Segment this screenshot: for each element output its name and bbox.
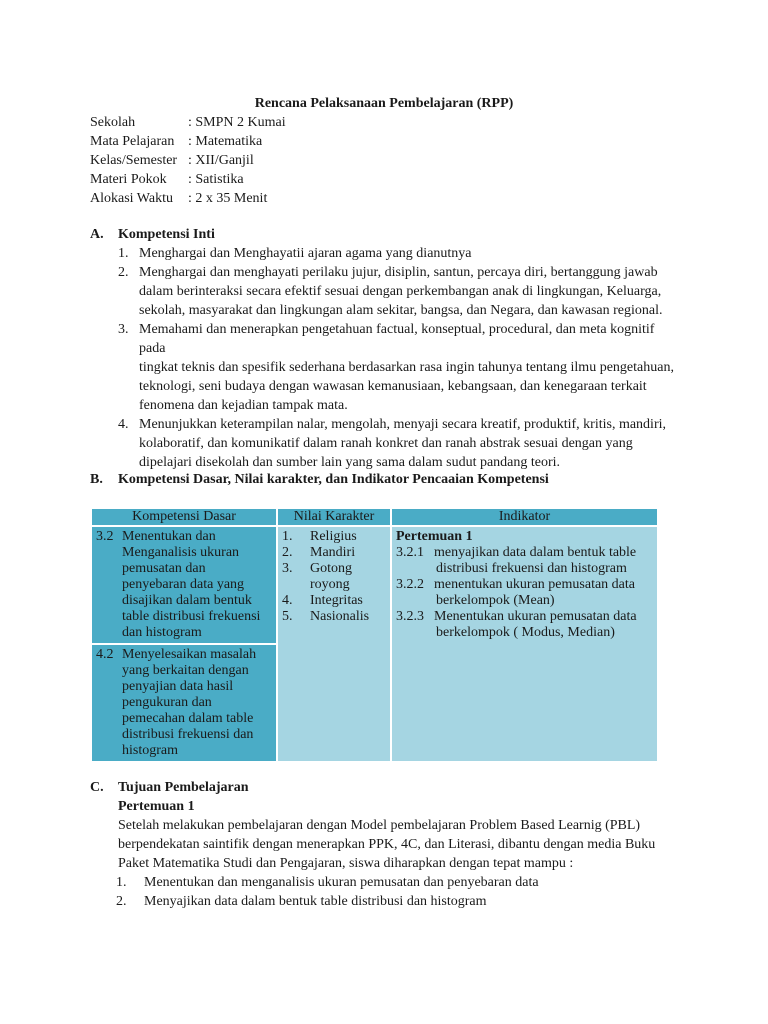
indikator-cell xyxy=(392,527,657,761)
karakter-text: royong xyxy=(310,577,350,592)
section-title: Tujuan Pembelajaran xyxy=(118,780,249,795)
kd-number: 4.2 xyxy=(96,647,114,662)
tujuan-paragraph-line: Paket Matematika Studi dan Pengajaran, siswa diharapkan dengan tepat mampu : xyxy=(118,856,574,871)
list-text: Menyajikan data dalam bentuk table distribusi dan histogram xyxy=(144,894,487,909)
kd-text: disajikan dalam bentuk xyxy=(122,593,252,608)
info-row-sekolah xyxy=(90,113,286,132)
nilai-karakter-cell xyxy=(278,527,390,761)
kd-number: 3.2 xyxy=(96,529,114,544)
karakter-number: 1. xyxy=(282,529,293,544)
kd-text: pemecahan dalam table xyxy=(122,711,254,726)
info-row-materi-pokok xyxy=(90,170,286,189)
list-text: Menentukan dan menganalisis ukuran pemusatan dan penyebaran data xyxy=(144,875,539,890)
list-text: sekolah, masyarakat dan lingkungan alam sekitar, bangsa, dan Negara, dan kawasan regional. xyxy=(139,303,663,318)
section-c-heading xyxy=(90,778,249,797)
list-text: dalam berinteraksi secara efektif sesuai dengan perkembangan anak di lingkungan, Keluarga, xyxy=(139,284,662,299)
kd-text: penyebaran data yang xyxy=(122,577,245,592)
info-row-mata-pelajaran xyxy=(90,132,286,151)
indikator-heading: Pertemuan 1 xyxy=(396,529,473,544)
section-letter: A. xyxy=(90,227,104,242)
tujuan-list xyxy=(116,873,678,911)
karakter-number: 5. xyxy=(282,609,293,624)
section-a-heading xyxy=(90,225,215,244)
info-label: Kelas/Semester xyxy=(90,153,178,168)
kd-cell-3-2 xyxy=(92,527,276,643)
list-text: Menghargai dan Menghayatii ajaran agama yang dianutnya xyxy=(139,246,472,261)
kompetensi-inti-list xyxy=(118,244,678,472)
list-item xyxy=(116,892,678,911)
info-row-kelas-semester xyxy=(90,151,286,170)
info-value: : SMPN 2 Kumai xyxy=(188,115,286,130)
table-row xyxy=(92,527,657,643)
indikator-text: berkelompok (Mean) xyxy=(436,593,555,608)
list-text: Menghargai dan menghayati perilaku jujur, disiplin, santun, percaya diri, bertanggung jawab xyxy=(139,265,658,280)
indikator-number: 3.2.3 xyxy=(396,609,424,624)
info-label: Sekolah xyxy=(90,115,136,130)
karakter-text: Religius xyxy=(310,529,357,544)
karakter-item xyxy=(282,593,386,609)
list-text: fenomena dan kejadian tampak mata. xyxy=(139,398,348,413)
list-text: teknologi, seni budaya dengan wawasan kemanusiaan, kebangsaan, dan kenegaraan terkait xyxy=(139,379,647,394)
list-item xyxy=(116,873,678,892)
karakter-text: Integritas xyxy=(310,593,363,608)
kd-text: Menentukan dan xyxy=(122,529,216,544)
info-value: : Matematika xyxy=(188,134,263,149)
indikator-number: 3.2.2 xyxy=(396,577,424,592)
karakter-text: Nasionalis xyxy=(310,609,370,624)
karakter-item xyxy=(282,545,386,561)
section-b-heading xyxy=(90,470,549,489)
list-item xyxy=(118,320,678,415)
kd-text: pengukuran dan xyxy=(122,695,212,710)
kompetensi-table xyxy=(90,507,659,763)
karakter-text: Gotong xyxy=(310,561,352,576)
info-value: : 2 x 35 Menit xyxy=(188,191,268,206)
indikator-text: distribusi frekuensi dan histogram xyxy=(436,561,627,576)
kd-text: pemusatan dan xyxy=(122,561,206,576)
tujuan-paragraph-line: Setelah melakukan pembelajaran dengan Model pembelajaran Problem Based Learnig (PBL) xyxy=(118,818,641,833)
karakter-number: 4. xyxy=(282,593,293,608)
kd-item xyxy=(96,529,272,641)
list-number: 4. xyxy=(118,417,129,432)
list-text: Memahami dan menerapkan pengetahuan factual, konseptual, procedural, dan meta kognitif pada xyxy=(139,322,655,356)
tujuan-pembelajaran xyxy=(118,797,678,911)
list-number: 2. xyxy=(116,894,127,909)
list-text: kolaboratif, dan komunikatif dalam ranah konkret dan ranah abstrak sesuai dengan yang xyxy=(139,436,633,451)
info-value: : Satistika xyxy=(188,172,244,187)
list-item xyxy=(118,415,678,472)
karakter-number: 3. xyxy=(282,561,293,576)
list-number: 1. xyxy=(116,875,127,890)
school-info xyxy=(90,113,286,208)
info-row-alokasi-waktu xyxy=(90,189,286,208)
list-number: 1. xyxy=(118,246,129,261)
tujuan-paragraph-line: berpendekatan saintifik dengan menerapkan PPK, 4C, dan Literasi, dibantu dengan media Buku xyxy=(118,837,656,852)
list-number: 2. xyxy=(118,265,129,280)
indikator-item xyxy=(396,545,653,577)
indikator-text: menyajikan data dalam bentuk table xyxy=(434,545,637,560)
karakter-item xyxy=(282,529,386,545)
document-title: Rencana Pelaksanaan Pembelajaran (RPP) xyxy=(254,96,514,111)
indikator-text: berkelompok ( Modus, Median) xyxy=(436,625,615,640)
kd-text: yang berkaitan dengan xyxy=(122,663,249,678)
section-title: Kompetensi Dasar, Nilai karakter, dan Indikator Pencaaian Kompetensi xyxy=(118,472,549,487)
kd-text: Menyelesaikan masalah xyxy=(122,647,257,662)
list-text: tingkat teknis dan spesifik sederhana berdasarkan rasa ingin tahunya tentang ilmu pengetahuan, xyxy=(139,360,674,375)
list-text: Menunjukkan keterampilan nalar, mengolah, menyaji secara kreatif, produktif, kritis, mandiri, xyxy=(139,417,666,432)
column-header-nilai-karakter: Nilai Karakter xyxy=(278,509,390,525)
section-title: Kompetensi Inti xyxy=(118,227,215,242)
info-label: Mata Pelajaran xyxy=(90,134,175,149)
kd-text: Menganalisis ukuran xyxy=(122,545,240,560)
kd-text: dan histogram xyxy=(122,625,202,640)
indikator-number: 3.2.1 xyxy=(396,545,424,560)
kd-cell-4-2 xyxy=(92,645,276,761)
section-letter: C. xyxy=(90,780,104,795)
kd-text: histogram xyxy=(122,743,178,758)
kd-text: penyajian data hasil xyxy=(122,679,234,694)
list-item xyxy=(118,263,678,320)
indikator-item xyxy=(396,577,653,609)
karakter-item xyxy=(282,561,386,593)
kd-text: table distribusi frekuensi xyxy=(122,609,261,624)
karakter-text: Mandiri xyxy=(310,545,356,560)
info-value: : XII/Ganjil xyxy=(188,153,254,168)
info-label: Materi Pokok xyxy=(90,172,167,187)
list-text: dipelajari disekolah dan sumber lain yang sama dalam sudut pandang teori. xyxy=(139,455,561,470)
section-letter: B. xyxy=(90,472,103,487)
column-header-kompetensi-dasar: Kompetensi Dasar xyxy=(92,509,276,525)
kd-text: distribusi frekuensi dan xyxy=(122,727,254,742)
list-item xyxy=(118,244,678,263)
karakter-item xyxy=(282,609,386,625)
list-number: 3. xyxy=(118,322,129,337)
table-header-row xyxy=(92,509,657,525)
info-label: Alokasi Waktu xyxy=(90,191,173,206)
karakter-number: 2. xyxy=(282,545,293,560)
indikator-item xyxy=(396,609,653,641)
column-header-indikator: Indikator xyxy=(392,509,657,525)
tujuan-subheading: Pertemuan 1 xyxy=(118,799,195,814)
indikator-text: menentukan ukuran pemusatan data xyxy=(434,577,635,592)
indikator-text: Menentukan ukuran pemusatan data xyxy=(434,609,637,624)
kd-item xyxy=(96,647,272,759)
